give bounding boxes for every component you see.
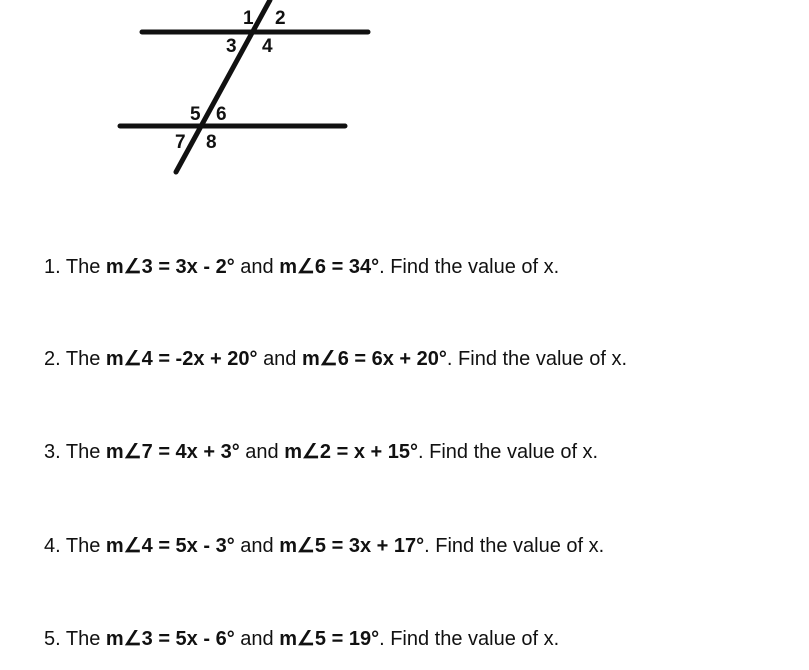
problem-joiner: and <box>240 535 274 557</box>
problem-instruction: . Find the value of x. <box>379 628 560 650</box>
problem-intro: The <box>65 628 101 650</box>
problem-number: 4. <box>44 535 61 557</box>
angle-label-1: 1 <box>243 8 254 29</box>
problem-joiner: and <box>263 348 297 370</box>
angle-expression-1: m∠3 = 5x - 6° <box>105 628 235 650</box>
angle-expression-2: m∠5 = 3x + 17° <box>279 535 425 557</box>
problem-3 <box>44 440 598 464</box>
problem-2 <box>44 347 627 371</box>
angle-expression-1: m∠3 = 3x - 2° <box>105 256 235 278</box>
angle-expression-1: m∠4 = 5x - 3° <box>105 535 235 557</box>
angle-label-4: 4 <box>262 36 273 57</box>
angle-label-5: 5 <box>190 104 201 125</box>
problem-5 <box>44 627 559 651</box>
problem-1 <box>44 255 559 279</box>
problem-number: 5. <box>44 628 61 650</box>
problem-number: 3. <box>44 441 61 463</box>
problem-intro: The <box>65 256 101 278</box>
angle-label-6: 6 <box>216 104 227 125</box>
problem-number: 1. <box>44 256 61 278</box>
angle-expression-2: m∠6 = 6x + 20° <box>302 348 447 370</box>
problem-number: 2. <box>44 348 61 370</box>
angle-expression-2: m∠5 = 19° <box>279 628 380 650</box>
problem-joiner: and <box>245 441 279 463</box>
angle-label-3: 3 <box>226 36 237 57</box>
problem-instruction: . Find the value of x. <box>418 441 599 463</box>
angle-expression-2: m∠6 = 34° <box>279 256 380 278</box>
problem-intro: The <box>65 535 101 557</box>
problem-4 <box>44 534 604 558</box>
problem-intro: The <box>65 348 101 370</box>
angle-expression-2: m∠2 = x + 15° <box>284 441 419 463</box>
angle-label-2: 2 <box>275 8 286 29</box>
angle-label-8: 8 <box>206 132 217 153</box>
angle-expression-1: m∠7 = 4x + 3° <box>105 441 240 463</box>
parallel-lines-transversal-diagram <box>0 0 420 190</box>
problem-intro: The <box>65 441 101 463</box>
problem-instruction: . Find the value of x. <box>446 348 628 370</box>
problem-instruction: . Find the value of x. <box>424 535 605 557</box>
transversal-line <box>176 0 270 172</box>
problem-joiner: and <box>240 628 274 650</box>
problem-joiner: and <box>240 256 274 278</box>
problem-instruction: . Find the value of x. <box>379 256 560 278</box>
angle-expression-1: m∠4 = -2x + 20° <box>105 348 258 370</box>
angle-label-7: 7 <box>175 132 186 153</box>
